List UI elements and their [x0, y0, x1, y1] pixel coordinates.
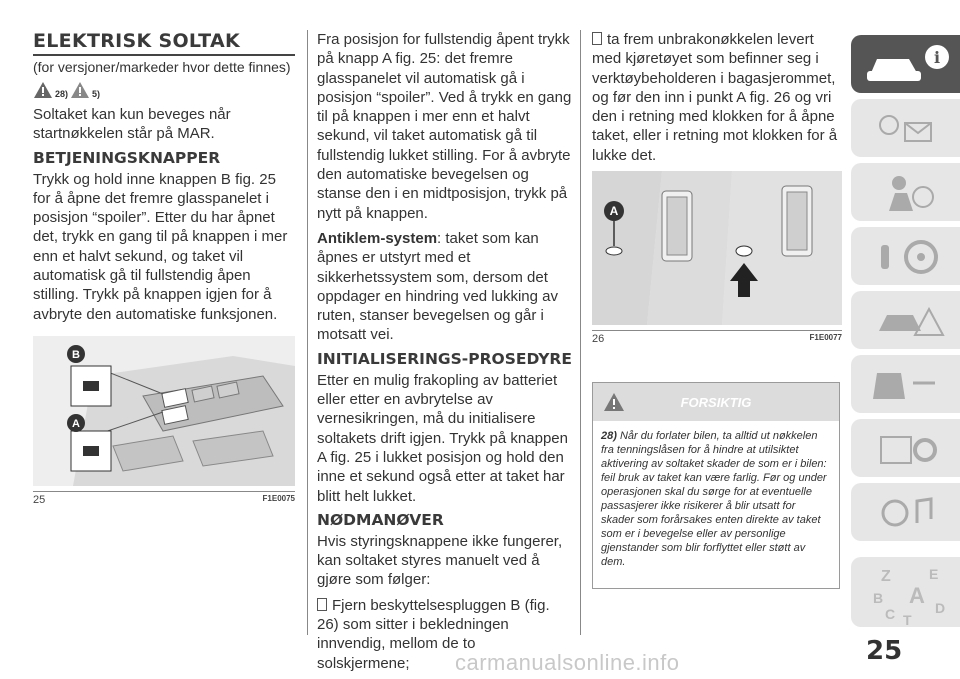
emergency-text: Hvis styringsknappene ikke fungerer, kan soltaket styres manuelt ved å gjøre som følger:: [317, 532, 563, 589]
bullet-text-2: ta frem unbrakonøkkelen levert med kjøretøyet som befinner seg i verktøybeholderen i bagasjerommet, og før den inn i punkt A fig. 26 og vri den i retning med klokken for å åpne taket, eller i retning mot klokken for å lukke det.: [592, 31, 838, 164]
bullet-item-2: [592, 30, 842, 165]
figure-number: 25: [33, 493, 46, 506]
intro-text: Soltaket kan kun beveges når startnøkkelen står på MAR.: [33, 106, 231, 143]
maintenance-icon: [851, 355, 960, 413]
warning-triangle-icon: [33, 81, 53, 99]
column-1: [33, 30, 295, 506]
tab-warning-lights[interactable]: [851, 99, 960, 157]
warning-ref-2[interactable]: 5): [92, 89, 101, 99]
tab-starting-driving[interactable]: [851, 227, 960, 285]
figure-code: F1E0075: [262, 493, 295, 503]
figure-label-a: A: [72, 417, 80, 430]
caution-triangle-icon: [70, 81, 90, 99]
bullet-box-icon: [317, 598, 327, 611]
section-subtitle: (for versjoner/markeder hvor dette finnes): [33, 59, 291, 75]
index-icon: [851, 557, 960, 627]
bullet-text-1: Fjern beskyttelsespluggen B (fig. 26) som sitter i bekledningen innvendig, mellom de to solskjermene;: [317, 596, 550, 672]
index-letter-d: D: [935, 600, 946, 616]
tab-maintenance[interactable]: [851, 355, 960, 413]
section-title: ELEKTRISK SOLTAK: [33, 30, 295, 56]
buttons-text: Trykk og hold inne knappen B fig. 25 for å åpne det fremre glasspanelet i posisjon “spoiler”. Etter du har åpnet det, trykk en gang til på knappen i mer enn et halvt sekund, og taket vil automatisk gå til fullstendig åpen stilling. Trykk på knappen igjen for å avbryte den automatiske funksjonen.: [33, 170, 288, 323]
index-letter-a: A: [909, 583, 925, 608]
tab-emergency[interactable]: [851, 291, 960, 349]
heading-emergency: NØDMANØVER: [317, 510, 444, 529]
index-letter-t: T: [903, 612, 912, 627]
tab-car-info[interactable]: [851, 35, 960, 93]
figure-code: F1E0077: [809, 333, 842, 343]
index-letter-c: C: [885, 606, 896, 622]
index-letter-b: B: [873, 590, 884, 606]
figure-number: 26: [592, 333, 605, 346]
figure-26-image: [592, 171, 842, 325]
emergency-icon: [851, 291, 960, 349]
caution-header: [593, 383, 839, 421]
tab-multimedia[interactable]: [851, 483, 960, 541]
tab-technical-data[interactable]: [851, 419, 960, 477]
heading-initialization: INITIALISERINGS-PROSEDYRE: [317, 349, 572, 368]
watermark: carmanualsonline.info: [455, 650, 680, 675]
multimedia-icon: [851, 483, 960, 541]
tab-safety[interactable]: [851, 163, 960, 221]
safety-icon: [851, 163, 960, 221]
figure-25-image: [33, 336, 295, 486]
tab-index[interactable]: [851, 557, 960, 627]
antiklem-text: : taket som kan åpnes er utstyrt med et sikkerhetssystem som, dersom det oppdager en hindring ved lukking av ruten, stanser bevegelsen og går i motsatt vei.: [317, 229, 559, 344]
figure-label-b: B: [72, 348, 80, 361]
close-text: Fra posisjon for fullstendig åpent trykk på knapp A fig. 25: det fremre glasspanelet vil automatisk gå i posisjon “spoiler”. Ved å trykk en gang til på knappen i mer enn et halvt sekund, vil taket automatisk gå til fullstendig lukket stilling. For å avbryte den automatiske bevegelsen og stanse den i en midtposisjon, trykk på nytt på knappen.: [317, 31, 572, 222]
index-letter-e: E: [929, 566, 939, 582]
column-divider: [580, 30, 581, 635]
figure-label-a: A: [609, 204, 619, 219]
caution-body: [593, 421, 839, 577]
warning-ref-1[interactable]: 28): [55, 89, 69, 99]
column-divider: [307, 30, 308, 635]
bullet-box-icon: [592, 32, 602, 45]
initialization-text: Etter en mulig frakopling av batteriet eller etter en avbrytelse av vernesikringen, må du initialisere soltakets drift igjen. Trykk på knappen A fig. 25 i lukket posisjon og hold den inne et sekund også etter at taket har blitt helt lukket.: [317, 371, 568, 505]
caution-title: FORSIKTIG: [680, 395, 752, 410]
heading-buttons: BETJENINGSKNAPPER: [33, 148, 221, 167]
caution-ref: 28): [601, 430, 617, 442]
car-info-icon: [851, 35, 960, 93]
figure-25: [33, 336, 295, 492]
svg-text:i: i: [933, 48, 941, 67]
warning-references: [33, 81, 295, 99]
column-3: [592, 30, 842, 345]
starting-driving-icon: [851, 227, 960, 285]
technical-data-icon: [851, 419, 960, 477]
figure-26: [592, 171, 842, 331]
index-letter-z: Z: [881, 568, 891, 585]
column-2: [317, 30, 572, 679]
antiklem-paragraph: [317, 229, 572, 345]
antiklem-label: Antiklem-system: [317, 229, 438, 247]
caution-box: [592, 382, 840, 589]
page-number: 25: [866, 636, 903, 666]
figure-26-caption: [592, 333, 842, 345]
warning-lights-icon: [851, 99, 960, 157]
figure-25-caption: [33, 494, 295, 506]
caution-text: Når du forlater bilen, ta alltid ut nøkkelen fra tenningslåsen for å hindre at utilsiktet aktivering av soltaket skader de som er i bilen: feil bruk av taket kan være farlig. Før og under operasjonen skal du sørge for at eventuelle passasjerer ikke risikerer å blir utsatt for skader som forårsakes enten direkte av taket som er i bevegelse eller av personlige gjenstander som blir forflyttet eller støtt av dem.: [601, 430, 827, 568]
